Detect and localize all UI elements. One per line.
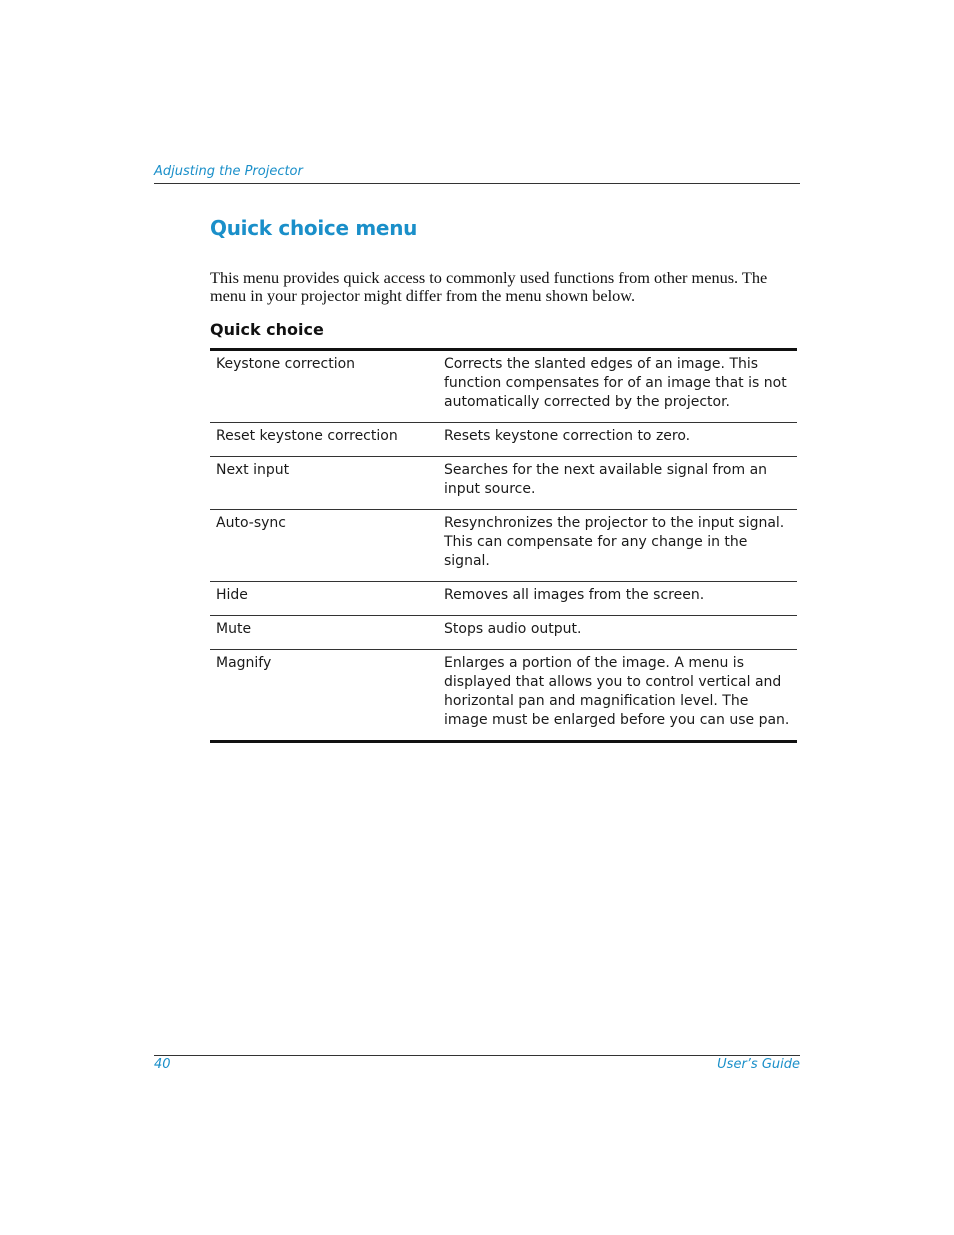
menu-item-name: Mute bbox=[210, 616, 438, 650]
document-title: User’s Guide bbox=[717, 1057, 800, 1072]
menu-item-name: Hide bbox=[210, 582, 438, 616]
table-row bbox=[210, 423, 797, 457]
intro-paragraph: This menu provides quick access to commonly used functions from other menus. The menu in your projector might differ from the menu shown below. bbox=[210, 268, 768, 305]
table-row bbox=[210, 350, 797, 423]
menu-item-description: Resets keystone correction to zero. bbox=[438, 423, 797, 457]
menu-item-name: Magnify bbox=[210, 650, 438, 742]
table-row bbox=[210, 650, 797, 742]
table-caption: Quick choice bbox=[210, 320, 324, 339]
table-row bbox=[210, 582, 797, 616]
menu-item-name: Keystone correction bbox=[216, 356, 356, 372]
table-row bbox=[210, 616, 797, 650]
menu-item-description: Stops audio output. bbox=[438, 616, 797, 650]
menu-item-name: Reset keystone correction bbox=[210, 423, 438, 457]
menu-item-description: Removes all images from the screen. bbox=[438, 582, 797, 616]
menu-item-description: Resynchronizes the projector to the input signal. This can compensate for any change in the signal. bbox=[438, 510, 797, 582]
page-number: 40 bbox=[154, 1057, 171, 1072]
menu-item-description: Corrects the slanted edges of an image. This function compensates for of an image that is not automatically corrected by the projector. bbox=[444, 356, 787, 410]
quick-choice-table bbox=[210, 348, 797, 743]
table-row bbox=[210, 457, 797, 510]
footer-divider bbox=[154, 1055, 800, 1056]
menu-item-name: Next input bbox=[210, 457, 438, 510]
header-divider bbox=[154, 183, 800, 184]
table-row bbox=[210, 510, 797, 582]
running-header: Adjusting the Projector bbox=[154, 164, 303, 179]
menu-item-description: Enlarges a portion of the image. A menu is displayed that allows you to control vertical and horizontal pan and magnification level. The image must be enlarged before you can use pan. bbox=[438, 650, 797, 742]
page-title: Quick choice menu bbox=[210, 216, 418, 240]
menu-item-name: Auto-sync bbox=[210, 510, 438, 582]
menu-item-description: Searches for the next available signal from an input source. bbox=[438, 457, 797, 510]
